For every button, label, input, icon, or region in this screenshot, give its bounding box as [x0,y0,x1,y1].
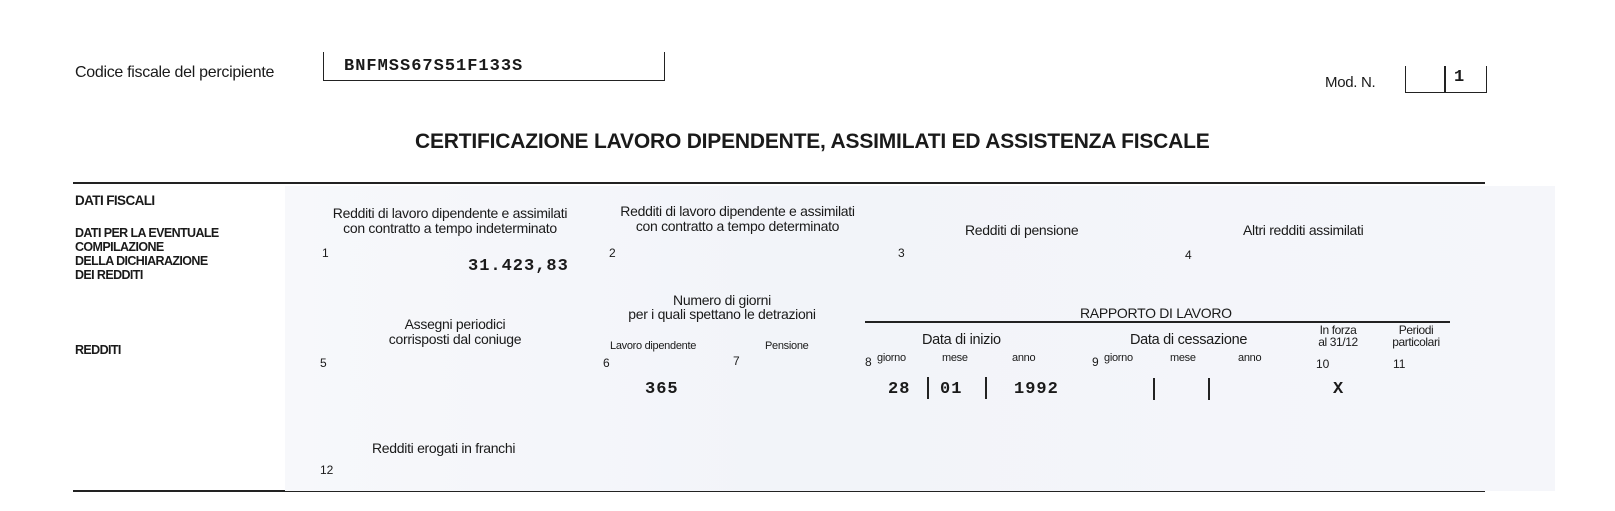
label-line: particolari [1392,335,1440,349]
section-line: DATI PER LA EVENTUALE [75,226,219,240]
field-8-label: Data di inizio [922,332,1001,348]
field-9-giorno-label: giorno [1104,352,1133,364]
field-6-label: Lavoro dipendente [610,340,697,352]
date-separator [1153,378,1155,400]
label-line: Redditi di lavoro dipendente e assimilati [620,203,855,219]
field-6-value[interactable]: 365 [645,380,679,399]
field-8-mese-label: mese [942,352,968,364]
field-10-label [1308,324,1368,348]
giorni-header [612,292,832,322]
field-9-mese-label: mese [1170,352,1196,364]
field-7-number: 7 [733,354,740,368]
field-4-label: Altri redditi assimilati [1243,222,1364,238]
cf-value: BNFMSS67S51F133S [344,57,524,76]
field-11-number: 11 [1393,357,1406,371]
label-line: corrisposti dal coniuge [388,331,522,347]
field-10-number: 10 [1316,357,1330,371]
cf-input-box[interactable] [323,52,665,81]
field-2-number: 2 [609,246,616,260]
field-4-number: 4 [1185,248,1192,262]
label-line: per i quali spettano le detrazioni [628,306,816,322]
cf-label: Codice fiscale del percipiente [75,64,275,81]
rapporto-rule [865,321,1450,323]
section-line: DEI REDDITI [75,268,143,282]
label-line: Redditi di lavoro dipendente e assimilati [332,205,568,221]
label-line: Periodi [1398,323,1434,337]
field-5-label [360,316,550,347]
date-separator [985,377,987,399]
label-line: al 31/12 [1318,335,1358,349]
field-6-number: 6 [603,356,610,370]
field-2-label [605,203,870,234]
label-line: Assegni periodici [404,316,506,332]
field-9-number: 9 [1092,355,1099,369]
section-dati-eventuale [75,226,219,282]
page-title: CERTIFICAZIONE LAVORO DIPENDENTE, ASSIMILATI ED ASSISTENZA FISCALE [415,130,1210,153]
mod-value: 1 [1454,68,1466,87]
label-line: Numero di giorni [673,292,771,308]
label-line: In forza [1319,323,1357,337]
field-7-label: Pensione [765,340,809,352]
top-rule [73,182,1485,184]
mod-label: Mod. N. [1325,74,1376,91]
field-1-value[interactable]: 31.423,83 [468,257,569,276]
section-dati-fiscali: DATI FISCALI [75,193,155,208]
field-3-label: Redditi di pensione [965,222,1079,238]
label-line: con contratto a tempo determinato [635,218,840,234]
mod-input-box[interactable] [1405,66,1487,93]
field-8-giorno-label: giorno [877,352,906,364]
mod-divider [1444,66,1446,92]
date-separator [1208,378,1210,400]
field-8-mese[interactable]: 01 [940,380,963,399]
field-12-label: Redditi erogati in franchi [372,440,516,456]
section-line: COMPILAZIONE [75,240,164,254]
field-1-number: 1 [322,246,329,260]
field-12-number: 12 [320,463,334,477]
field-8-number: 8 [865,355,872,369]
field-8-giorno[interactable]: 28 [888,380,911,399]
field-3-number: 3 [898,246,905,260]
section-line: DELLA DICHIARAZIONE [75,254,208,268]
field-10-value[interactable]: X [1333,380,1345,399]
label-line: con contratto a tempo indeterminato [343,220,557,236]
field-11-label [1380,324,1452,348]
rapporto-header: RAPPORTO DI LAVORO [1080,305,1232,321]
field-8-anno[interactable]: 1992 [1014,380,1059,399]
field-5-number: 5 [320,356,327,370]
field-1-label [320,205,580,236]
date-separator [927,377,929,399]
field-8-anno-label: anno [1012,352,1036,364]
field-9-anno-label: anno [1238,352,1262,364]
section-redditi: REDDITI [75,343,121,357]
field-9-label: Data di cessazione [1130,332,1248,348]
